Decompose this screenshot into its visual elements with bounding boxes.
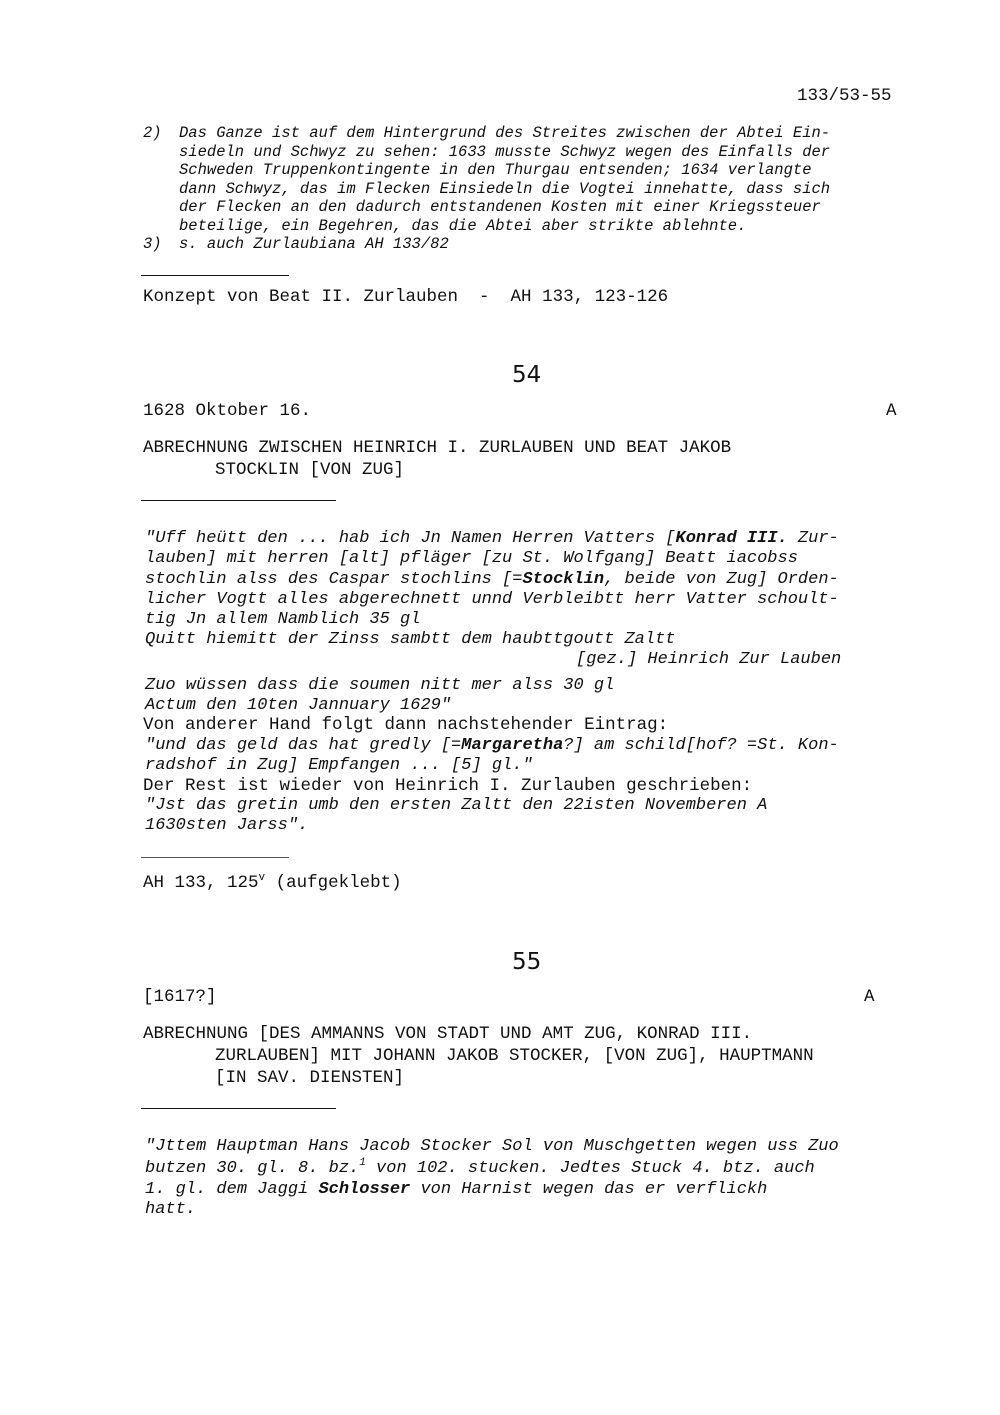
document-title: ABRECHNUNG [DES AMMANNS VON STADT UND AMT ZUG, KONRAD III. (143, 1024, 753, 1044)
footnote-line: Schweden Truppenkontingente in den Thurgau entsenden; 1634 verlangte (179, 161, 812, 179)
editorial-note: Von anderer Hand folgt dann nachstehender Eintrag: (143, 715, 669, 735)
text-line: tig Jn allem Namblich 35 gl (145, 610, 421, 629)
footnote-line: s. auch Zurlaubiana AH 133/82 (179, 235, 449, 253)
divider (141, 857, 289, 858)
document-title: [IN SAV. DIENSTEN] (215, 1068, 405, 1088)
editorial-note: Der Rest ist wieder von Heinrich I. Zurlauben geschrieben: (143, 776, 753, 796)
text-line: "Uff heütt den ... hab ich Jn Namen Herren Vatters [Konrad III. Zur- (145, 529, 839, 548)
text-line: lauben] mit herren [alt] pfläger [zu St. Wolfgang] Beatt iacobss (145, 549, 798, 568)
footnote-line: beteilige, ein Begehren, das die Abtei aber strikte ablehnte. (179, 216, 747, 235)
text-line: "Jst das gretin umb den ersten Zaltt den 22isten Novemberen A (145, 796, 768, 815)
signature-line: [gez.] Heinrich Zur Lauben (576, 650, 842, 669)
text-line: hatt. (145, 1200, 197, 1219)
footnote-marker: 3) (143, 235, 162, 253)
source-reference: Konzept von Beat II. Zurlauben - AH 133, 123-126 (143, 287, 669, 307)
document-letter: A (886, 401, 897, 421)
document-title: ZURLAUBEN] MIT JOHANN JAKOB STOCKER, [VON ZUG], HAUPTMANN (215, 1046, 814, 1066)
divider (141, 275, 289, 276)
footnote-marker: 2) (143, 124, 162, 142)
footnote-line: Das Ganze ist auf dem Hintergrund des Streites zwischen der Abtei Ein- (179, 124, 831, 142)
footnote-line: der Flecken an den dadurch entstandenen Kosten mit einer Kriegssteuer (179, 198, 821, 216)
source-reference: AH 133, 125$^v$ (aufgeklebt) (143, 872, 402, 893)
document-date: [1617?] (143, 987, 217, 1007)
page-reference: 133/53-55 (797, 86, 892, 106)
highlighted-name: Konrad III. (675, 529, 788, 548)
text-line: stochlin alss des Caspar stochlins [=Stocklin, beide von Zug] Orden- (145, 569, 839, 589)
text-line: radshof in Zug] Empfangen ... [5] gl." (145, 756, 533, 775)
highlighted-name: Margaretha (461, 736, 564, 755)
divider (141, 1108, 336, 1109)
text-line: Quitt hiemitt der Zinss sambtt dem haubttgoutt Zaltt (145, 630, 676, 649)
footnote-line: dann Schwyz, das im Flecken Einsiedeln die Vogtei innehatte, dass sich (179, 179, 831, 198)
text-line: "Jttem Hauptman Hans Jacob Stocker Sol von Muschgetten wegen uss Zuo (145, 1137, 839, 1156)
text-line: "und das geld das hat gredly [=Margaretha?] am schild[hof? =St. Kon- (145, 736, 839, 755)
document-title: ABRECHNUNG ZWISCHEN HEINRICH I. ZURLAUBEN UND BEAT JAKOB (143, 438, 732, 458)
document-number: 54 (512, 362, 542, 388)
highlighted-name: Stocklin (522, 569, 605, 589)
footnote-line: siedeln und Schwyz zu sehen: 1633 musste Schwyz wegen des Einfalls der (179, 142, 831, 161)
highlighted-name: Schlosser (318, 1180, 411, 1199)
divider (141, 500, 336, 501)
text-line: 1630sten Jarss". (145, 816, 309, 835)
text-line: licher Vogtt alles abgerechnett unnd Verbleibtt herr Vatter schoult- (145, 590, 839, 609)
text-line: 1. gl. dem Jaggi Schlosser von Harnist wegen das er verflickh (145, 1180, 768, 1199)
document-title: STOCKLIN [VON ZUG] (215, 460, 405, 480)
text-line: butzen 30. gl. 8. bz.$^1$ von 102. stucken. Jedtes Stuck 4. btz. auch (145, 1157, 815, 1178)
text-line: Actum den 10ten Jannuary 1629" (145, 695, 452, 715)
text-line: Zuo wüssen dass die soumen nitt mer alss 30 gl (145, 676, 615, 695)
footnote-reference: 1 (359, 1157, 366, 1169)
document-number: 55 (512, 949, 542, 975)
document-date: 1628 Oktober 16. (143, 401, 312, 421)
document-letter: A (864, 987, 875, 1007)
